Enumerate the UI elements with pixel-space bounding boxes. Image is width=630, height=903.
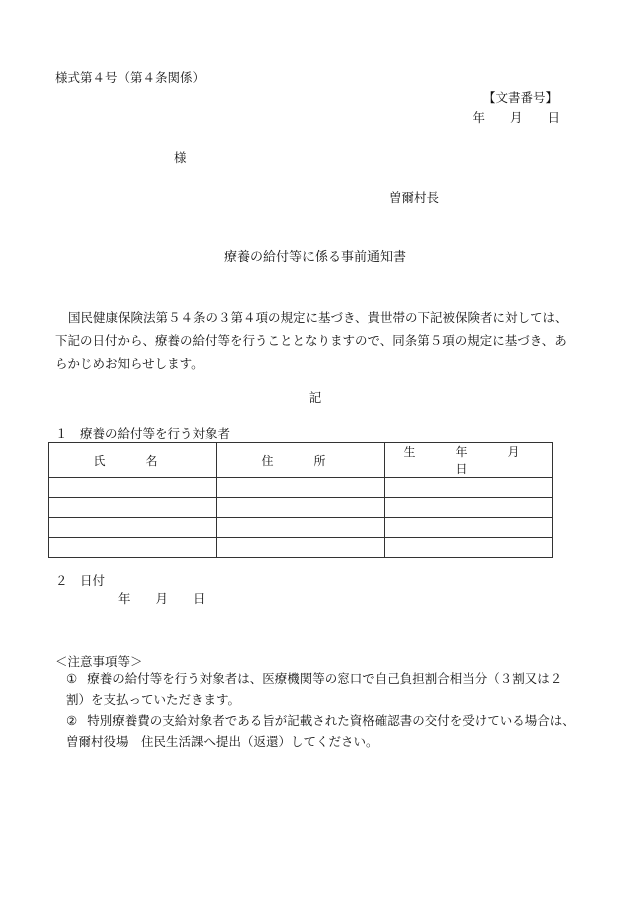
table-row xyxy=(49,498,553,518)
note-marker: ① xyxy=(66,671,78,686)
note-text: 特別療養費の支給対象者である旨が記載された資格確認書の交付を受けている場合は、曽爾村役場 住民生活課へ提出（返還）してください。 xyxy=(66,713,575,749)
column-name-header: 氏 名 xyxy=(49,443,217,478)
table-cell xyxy=(217,518,385,538)
note-item xyxy=(66,710,576,752)
table-cell xyxy=(385,478,553,498)
table-header-row xyxy=(49,443,553,478)
ki-heading: 記 xyxy=(308,390,322,405)
table-row xyxy=(49,538,553,558)
sender: 曽爾村長 xyxy=(389,190,440,205)
issue-date: 年 月 日 xyxy=(472,110,560,125)
document-title: 療養の給付等に係る事前通知書 xyxy=(223,250,406,265)
note-item xyxy=(66,668,576,710)
body-paragraph: 国民健康保険法第５４条の３第４項の規定に基づき、貴世帯の下記被保険者に対しては、下記の日付から、療養の給付等を行うこととなりますので、同条第５項の規定に基づき、あらかじめお知らせします。 xyxy=(55,310,568,371)
table-cell xyxy=(385,518,553,538)
table-cell xyxy=(217,538,385,558)
form-number: 様式第４号（第４条関係） xyxy=(55,70,206,85)
column-birthdate-header: 生 年 月 日 xyxy=(385,443,553,478)
table-cell xyxy=(217,478,385,498)
recipient: 様 xyxy=(174,150,187,165)
note-text: 療養の給付等を行う対象者は、医療機関等の窓口で自己負担割合相当分（３割又は２割）を支払っていただきます。 xyxy=(66,671,563,707)
section-2-date: 年 月 日 xyxy=(118,591,206,606)
note-marker: ② xyxy=(66,713,78,728)
document-number: 【文書番号】 xyxy=(482,90,558,105)
notes-title: ＜注意事項等＞ xyxy=(55,654,143,669)
table-cell xyxy=(217,498,385,518)
subject-table xyxy=(48,442,560,558)
table-cell xyxy=(49,538,217,558)
table-cell xyxy=(385,498,553,518)
table-cell xyxy=(49,518,217,538)
table-row xyxy=(49,478,553,498)
table-cell xyxy=(49,498,217,518)
table-cell xyxy=(385,538,553,558)
section-1-label: １ 療養の給付等を行う対象者 xyxy=(55,426,231,441)
section-2-label: ２ 日付 xyxy=(55,573,106,588)
column-address-header: 住 所 xyxy=(217,443,385,478)
table-cell xyxy=(49,478,217,498)
table-row xyxy=(49,518,553,538)
